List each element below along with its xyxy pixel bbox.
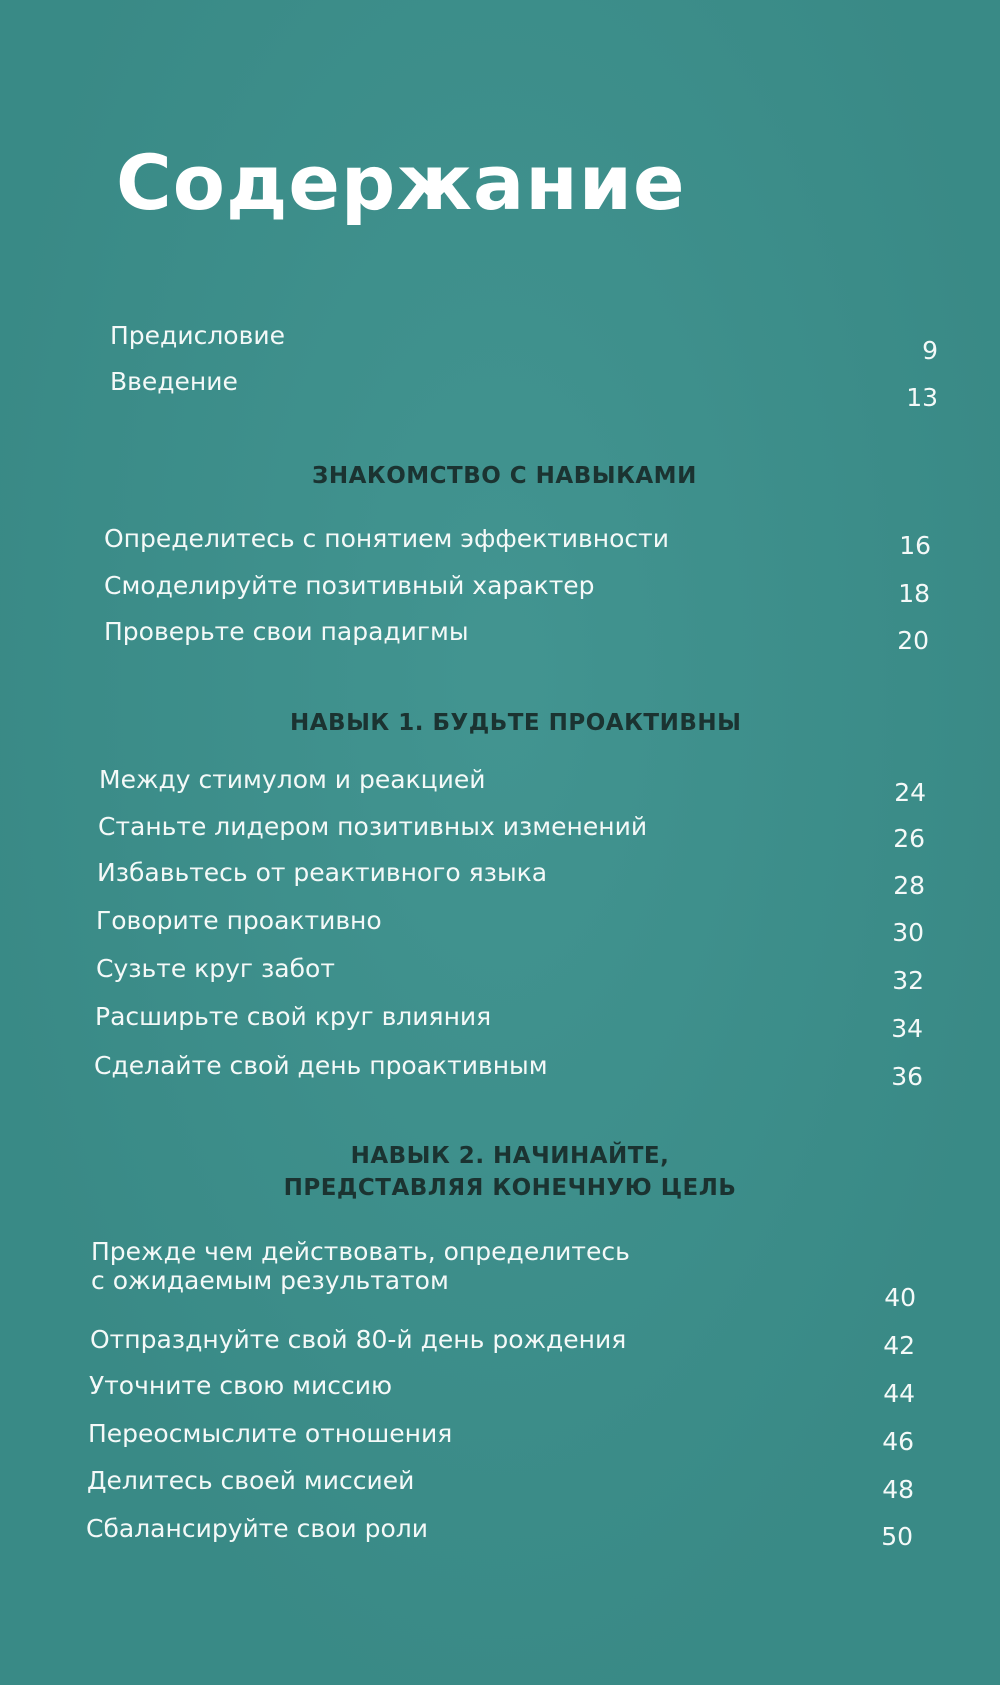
toc-entry[interactable] xyxy=(94,1052,548,1081)
entry-page-number: 34 xyxy=(891,1014,923,1043)
toc-entry[interactable] xyxy=(97,859,547,888)
entry-label: с ожидаемым результатом xyxy=(91,1265,449,1295)
entry-label: Проверьте свои парадигмы xyxy=(104,617,469,646)
page-title: Содержание xyxy=(116,138,686,227)
entry-page-number: 30 xyxy=(892,918,924,947)
toc-entry[interactable] xyxy=(88,1420,452,1449)
entry-page-number: 42 xyxy=(883,1331,915,1360)
entry-page-number: 24 xyxy=(894,778,926,807)
entry-page-number: 40 xyxy=(884,1283,916,1312)
entry-label: Сделайте свой день проактивным xyxy=(94,1051,548,1080)
toc-entry[interactable] xyxy=(104,618,469,647)
toc-entry[interactable] xyxy=(96,955,335,984)
toc-entry[interactable] xyxy=(96,907,382,936)
entry-label: Отпразднуйте свой 80-й день рождения xyxy=(90,1325,627,1354)
entry-page-number: 46 xyxy=(882,1427,914,1456)
entry-page-number: 26 xyxy=(893,824,925,853)
entry-page-number: 48 xyxy=(882,1475,914,1504)
entry-label: Между стимулом и реакцией xyxy=(99,765,486,794)
entry-page-number: 28 xyxy=(893,871,925,900)
toc-entry[interactable] xyxy=(110,322,285,351)
entry-page-number: 44 xyxy=(883,1379,915,1408)
section-heading: НАВЫК 1. БУДЬТЕ ПРОАКТИВНЫ xyxy=(290,710,742,736)
toc-entry[interactable] xyxy=(99,766,486,795)
section-heading-line: ПРЕДСТАВЛЯЯ КОНЕЧНУЮ ЦЕЛЬ xyxy=(283,1175,737,1202)
entry-label: Введение xyxy=(110,367,238,396)
entry-label: Избавьтесь от реактивного языка xyxy=(97,858,548,887)
entry-label: Смоделируйте позитивный характер xyxy=(104,571,595,600)
section-heading-line: НАВЫК 2. НАЧИНАЙТЕ, xyxy=(350,1143,670,1169)
entry-label: Сузьте круг забот xyxy=(96,954,335,983)
toc-entry[interactable] xyxy=(87,1467,414,1496)
toc-entry[interactable] xyxy=(86,1515,428,1544)
entry-label: Расширьте свой круг влияния xyxy=(95,1002,492,1031)
entry-page-number: 20 xyxy=(897,626,929,655)
entry-label: Делитесь своей миссией xyxy=(87,1466,415,1495)
toc-entry[interactable] xyxy=(104,525,669,554)
entry-page-number: 13 xyxy=(906,383,938,412)
entry-page-number: 9 xyxy=(922,336,938,365)
toc-entry[interactable] xyxy=(91,1238,630,1296)
entry-label: Говорите проактивно xyxy=(96,906,382,935)
entry-label: Предисловие xyxy=(110,321,285,350)
entry-label: Станьте лидером позитивных изменений xyxy=(98,812,648,841)
entry-page-number: 50 xyxy=(881,1522,913,1551)
toc-entry[interactable] xyxy=(98,813,647,842)
toc-entry[interactable] xyxy=(95,1003,491,1032)
section-heading: ЗНАКОМСТВО С НАВЫКАМИ xyxy=(312,463,697,489)
entry-page-number: 16 xyxy=(899,531,931,560)
entry-label: Переосмыслите отношения xyxy=(88,1419,453,1448)
entry-label: Уточните свою миссию xyxy=(89,1371,393,1400)
toc-entry[interactable] xyxy=(90,1326,626,1355)
section-heading xyxy=(270,1140,750,1204)
entry-page-number: 32 xyxy=(892,966,924,995)
toc-entry[interactable] xyxy=(110,368,238,397)
entry-label: Сбалансируйте свои роли xyxy=(86,1514,428,1543)
entry-page-number: 18 xyxy=(898,579,930,608)
toc-entry[interactable] xyxy=(104,572,595,601)
toc-entry[interactable] xyxy=(89,1372,392,1401)
entry-label: Определитесь с понятием эффективности xyxy=(104,524,669,553)
entry-page-number: 36 xyxy=(891,1062,923,1091)
entry-label: Прежде чем действовать, определитесь xyxy=(91,1237,630,1266)
